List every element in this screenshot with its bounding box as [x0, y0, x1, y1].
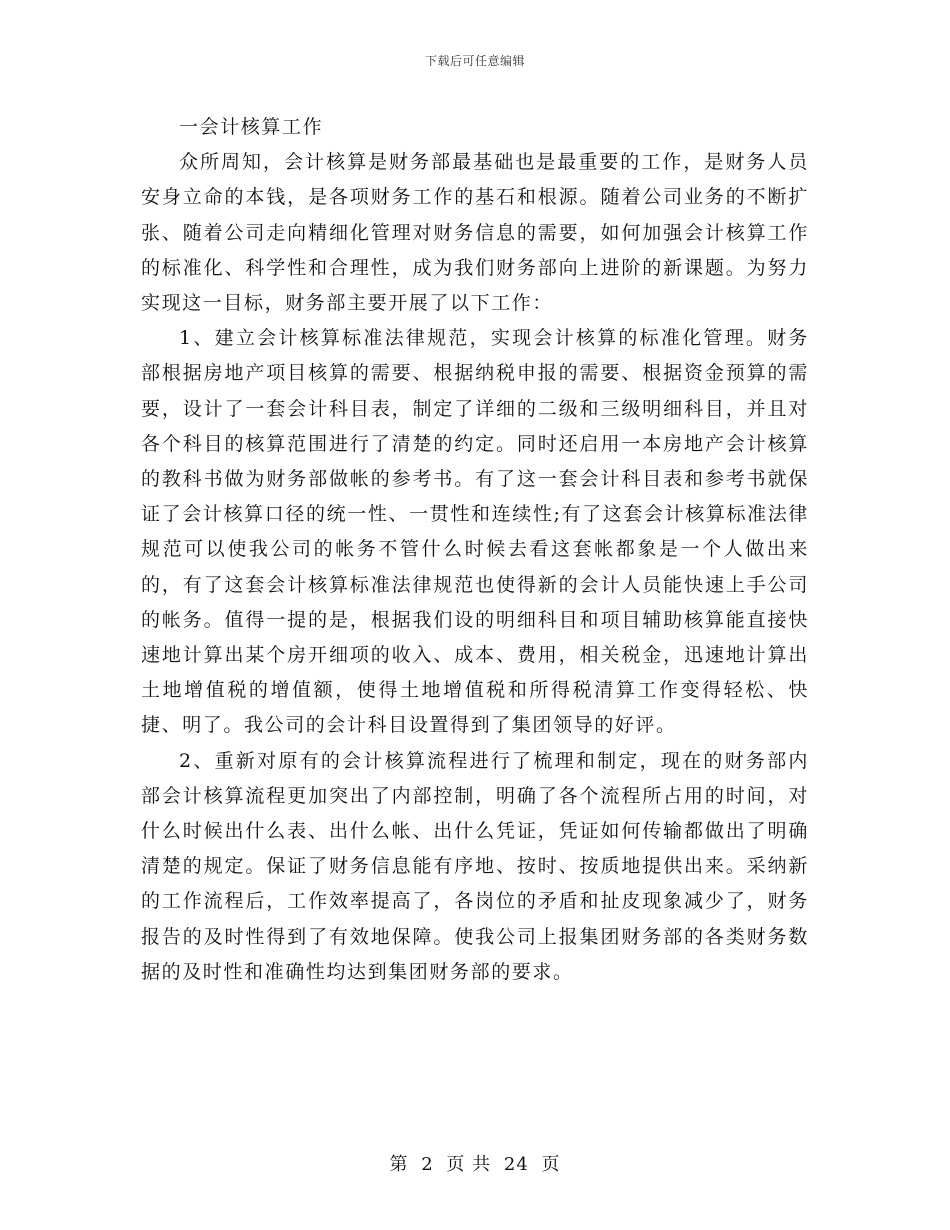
page-number: 2: [421, 1154, 434, 1175]
paragraph-intro: 众所周知，会计核算是财务部最基础也是最重要的工作，是财务人员安身立命的本钱，是各项财务工作的基石和根源。随着公司业务的不断扩张、随着公司走向精细化管理对财务信息的需要，如何加强会计核算工作的标准化、科学性和合理性，成为我们财务部向上进阶的新课题。为努力实现这一目标，财务部主要开展了以下工作：: [141, 151, 809, 315]
footer-middle: 页 共: [446, 1154, 492, 1175]
section-heading: 一会计核算工作: [179, 116, 324, 138]
page-footer: [0, 1150, 950, 1176]
document-body: [141, 110, 809, 990]
paragraph-item-2: 2、重新对原有的会计核算流程进行了梳理和制定，现在的财务部内部会计核算流程更加突出了内部控制，明确了各个流程所占用的时间，对什么时候出什么表、出什么帐、出什么凭证，凭证如何传输都做出了明确清楚的规定。保证了财务信息能有序地、按时、按质地提供出来。采纳新的工作流程后，工作效率提高了，各岗位的矛盾和扯皮现象减少了，财务报告的及时性得到了有效地保障。使我公司上报集团财务部的各类财务数据的及时性和准确性均达到集团财务部的要求。: [141, 749, 809, 983]
footer-suffix: 页: [541, 1154, 561, 1175]
footer-prefix: 第: [389, 1154, 409, 1175]
page-header: 下载后可任意编辑: [424, 54, 525, 68]
paragraph-item-1: 1、建立会计核算标准法律规范，实现会计核算的标准化管理。财务部根据房地产项目核算的需要、根据纳税申报的需要、根据资金预算的需要，设计了一套会计科目表，制定了详细的二级和三级明细科目，并且对各个科目的核算范围进行了清楚的约定。同时还启用一本房地产会计核算的教科书做为财务部做帐的参考书。有了这一套会计科目表和参考书就保证了会计核算口径的统一性、一贯性和连续性;有了这套会计核算标准法律规范可以使我公司的帐务不管什么时候去看这套帐都象是一个人做出来的，有了这套会计核算标准法律规范也使得新的会计人员能快速上手公司的帐务。值得一提的是，根据我们设的明细科目和项目辅助核算能直接快速地计算出某个房开细项的收入、成本、费用，相关税金，迅速地计算出土地增值税的增值额，使得土地增值税和所得税清算工作变得轻松、快捷、明了。我公司的会计科目设置得到了集团领导的好评。: [141, 327, 809, 737]
total-pages: 24: [503, 1154, 529, 1175]
